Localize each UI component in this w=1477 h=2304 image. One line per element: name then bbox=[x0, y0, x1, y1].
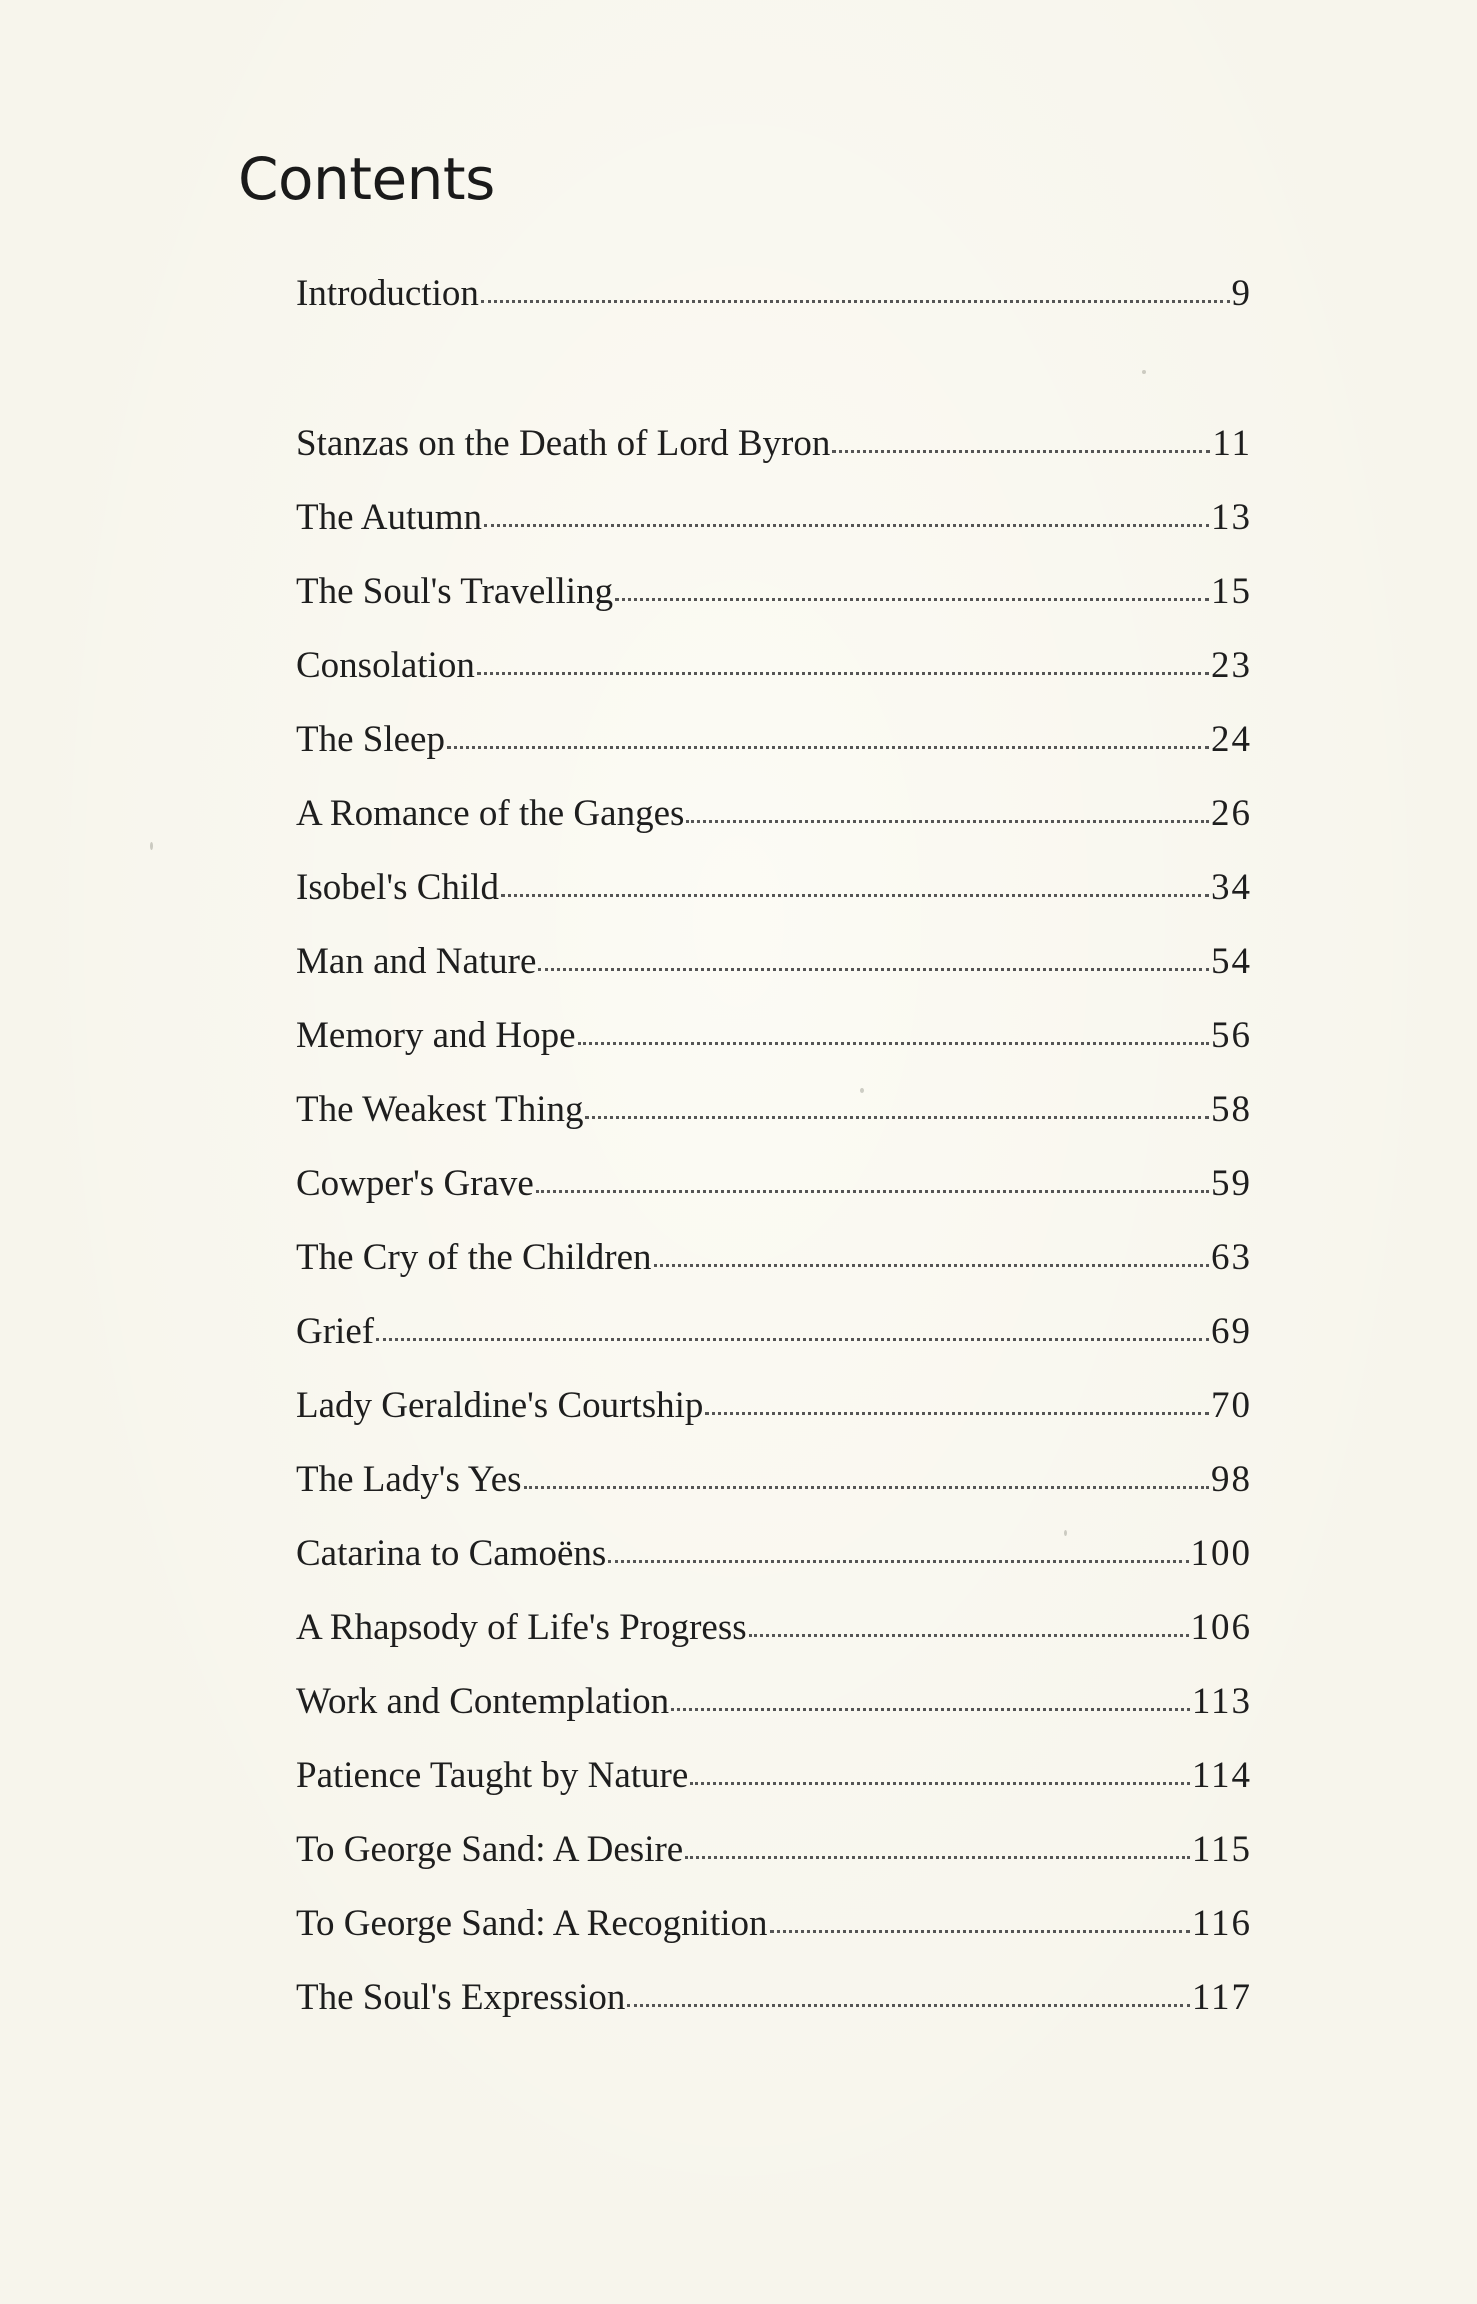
dot-leader bbox=[538, 968, 1209, 971]
toc-entry-title: The Autumn bbox=[296, 497, 483, 538]
toc-entry-page: 113 bbox=[1191, 1681, 1252, 1722]
toc-entry-title: To George Sand: A Recognition bbox=[296, 1903, 768, 1944]
toc-entry-title: Lady Geraldine's Courtship bbox=[296, 1385, 704, 1426]
toc-entry-title: To George Sand: A Desire bbox=[296, 1829, 684, 1870]
toc-entry bbox=[296, 1826, 1252, 1874]
toc-entry-title: Memory and Hope bbox=[296, 1015, 576, 1056]
toc-entry bbox=[296, 1012, 1252, 1060]
toc-entry bbox=[296, 1234, 1252, 1282]
toc-entry bbox=[296, 1530, 1252, 1578]
toc-entry-page: 11 bbox=[1212, 423, 1252, 464]
dot-leader bbox=[477, 672, 1209, 675]
toc-entry-page: 117 bbox=[1191, 1977, 1252, 2018]
toc-entry bbox=[296, 1382, 1252, 1430]
toc-entry-page: 63 bbox=[1211, 1237, 1252, 1278]
toc-entry bbox=[296, 1604, 1252, 1652]
toc-entry bbox=[296, 1308, 1252, 1356]
toc-entry bbox=[296, 716, 1252, 764]
dot-leader bbox=[686, 820, 1209, 823]
dot-leader bbox=[608, 1560, 1188, 1563]
toc-entry bbox=[296, 790, 1252, 838]
dot-leader bbox=[770, 1930, 1190, 1933]
toc-entry-title: Patience Taught by Nature bbox=[296, 1755, 689, 1796]
dot-leader bbox=[536, 1190, 1209, 1193]
toc-entry bbox=[296, 1456, 1252, 1504]
toc-entry-page: 106 bbox=[1190, 1607, 1252, 1648]
toc-entry-page: 115 bbox=[1191, 1829, 1252, 1870]
toc-entry-page: 23 bbox=[1211, 645, 1252, 686]
dot-leader bbox=[484, 524, 1209, 527]
toc-entry-title: Man and Nature bbox=[296, 941, 537, 982]
toc-entry-title: Cowper's Grave bbox=[296, 1163, 534, 1204]
toc-entry-title: Isobel's Child bbox=[296, 867, 499, 908]
dot-leader bbox=[671, 1708, 1190, 1711]
toc-entry bbox=[296, 1678, 1252, 1726]
dot-leader bbox=[685, 1856, 1190, 1859]
paper-speck bbox=[860, 1088, 864, 1093]
toc-entry-page: 100 bbox=[1190, 1533, 1252, 1574]
toc-entry bbox=[296, 864, 1252, 912]
toc-entry-title: Introduction bbox=[296, 273, 479, 314]
toc-entry bbox=[296, 1160, 1252, 1208]
toc-entry bbox=[296, 1974, 1252, 2022]
dot-leader bbox=[376, 1338, 1209, 1341]
toc-entry-title: Consolation bbox=[296, 645, 475, 686]
toc-entry bbox=[296, 420, 1252, 468]
toc-entry-page: 98 bbox=[1211, 1459, 1252, 1500]
dot-leader bbox=[615, 598, 1209, 601]
dot-leader bbox=[749, 1634, 1189, 1637]
dot-leader bbox=[627, 2004, 1189, 2007]
toc-entry-page: 58 bbox=[1211, 1089, 1252, 1130]
toc-entry bbox=[296, 270, 1252, 318]
toc-entry-page: 15 bbox=[1211, 571, 1252, 612]
toc-entry-title: The Soul's Travelling bbox=[296, 571, 614, 612]
toc-entry-page: 114 bbox=[1191, 1755, 1252, 1796]
toc-entry-title: A Rhapsody of Life's Progress bbox=[296, 1607, 747, 1648]
dot-leader bbox=[585, 1116, 1209, 1119]
toc-entry-title: The Sleep bbox=[296, 719, 445, 760]
toc-entry-page: 69 bbox=[1211, 1311, 1252, 1352]
paper-speck bbox=[1064, 1530, 1067, 1536]
toc-entry bbox=[296, 938, 1252, 986]
toc-entry-title: Catarina to Camoëns bbox=[296, 1533, 607, 1574]
toc-entry bbox=[296, 1086, 1252, 1134]
toc-entry-page: 56 bbox=[1211, 1015, 1252, 1056]
toc-entry-page: 54 bbox=[1211, 941, 1252, 982]
paper-speck bbox=[150, 842, 153, 850]
dot-leader bbox=[481, 300, 1230, 303]
toc-entry bbox=[296, 1752, 1252, 1800]
toc-entry-page: 116 bbox=[1191, 1903, 1252, 1944]
toc-entry-page: 59 bbox=[1211, 1163, 1252, 1204]
toc-entry bbox=[296, 494, 1252, 542]
paper-speck bbox=[1142, 370, 1146, 374]
dot-leader bbox=[501, 894, 1209, 897]
dot-leader bbox=[524, 1486, 1209, 1489]
toc-entry-page: 26 bbox=[1211, 793, 1252, 834]
toc-entry-page: 13 bbox=[1211, 497, 1252, 538]
toc-entry bbox=[296, 568, 1252, 616]
dot-leader bbox=[705, 1412, 1209, 1415]
toc-entry-title: The Cry of the Children bbox=[296, 1237, 652, 1278]
toc-entry-title: A Romance of the Ganges bbox=[296, 793, 685, 834]
toc-entry-title: The Lady's Yes bbox=[296, 1459, 522, 1500]
dot-leader bbox=[578, 1042, 1210, 1045]
dot-leader bbox=[447, 746, 1209, 749]
toc-entry bbox=[296, 1900, 1252, 1948]
toc-entry-page: 34 bbox=[1211, 867, 1252, 908]
dot-leader bbox=[832, 450, 1210, 453]
toc-entry-title: Work and Contemplation bbox=[296, 1681, 670, 1722]
dot-leader bbox=[690, 1782, 1190, 1785]
toc-entry-page: 70 bbox=[1211, 1385, 1252, 1426]
toc-entry-title: The Soul's Expression bbox=[296, 1977, 626, 2018]
toc-entry-title: The Weakest Thing bbox=[296, 1089, 584, 1130]
dot-leader bbox=[654, 1264, 1209, 1267]
toc-entry bbox=[296, 642, 1252, 690]
toc-entry-title: Grief bbox=[296, 1311, 375, 1352]
toc-entry-page: 9 bbox=[1231, 273, 1252, 314]
page-title: Contents bbox=[238, 145, 495, 213]
toc-entry-page: 24 bbox=[1211, 719, 1252, 760]
toc-entry-title: Stanzas on the Death of Lord Byron bbox=[296, 423, 831, 464]
